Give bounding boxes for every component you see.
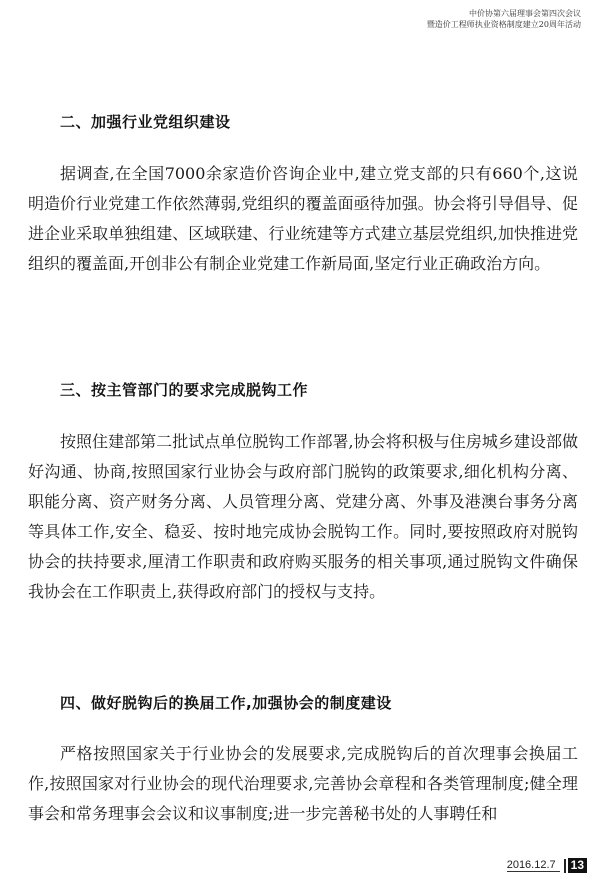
header-line-1: 中价协第六届理事会第四次会议 (469, 9, 581, 18)
section-paragraph-3: 按照住建部第二批试点单位脱钩工作部署,协会将积极与住房城乡建设部做好沟通、协商,按照国家行业协会与政府部门脱钩的政策要求,细化机构分离、职能分离、资产财务分离、人员管理分离、党建分离、外事及港澳台事务分离等具体工作,安全、稳妥、按时地完成协会脱钩工作。同时,要按照政府对脱钩协会的扶持要求,厘清工作职责和政府购买服务的相关事项,通过脱钩文件确保我协会在工作职责上,获得政府部门的授权与支持。 (28, 432, 578, 601)
section-paragraph-2: 据调查,在全国7000余家造价咨询企业中,建立党支部的只有660个,这说明造价行业党建工作依然薄弱,党组织的覆盖面亟待加强。协会将引导倡导、促进企业采取单独组建、区域联建、行业统建等方式建立基层党组织,加快推进党组织的覆盖面,开创非公有制企业党建工作新局面,坚定行业正确政治方向。 (28, 164, 578, 273)
page-number: 13 (568, 858, 587, 873)
page-footer (507, 858, 587, 873)
footer-date: 2016.12.7 (507, 859, 560, 872)
running-header (427, 8, 581, 30)
section-heading-2: 二、加强行业党组织建设 (60, 113, 231, 131)
section-paragraph-4: 严格按照国家关于行业协会的发展要求,完成脱钩后的首次理事会换届工作,按照国家对行业协会的现代治理要求,完善协会章程和各类管理制度;健全理事会和常务理事会会议和议事制度;进一步完善秘书处的人事聘任和 (28, 744, 578, 823)
section-heading-3: 三、按主管部门的要求完成脱钩工作 (60, 381, 309, 399)
footer-divider (564, 859, 566, 873)
section-heading-4: 四、做好脱钩后的换届工作,加强协会的制度建设 (60, 694, 392, 712)
header-line-2: 暨造价工程师执业资格制度建立20周年活动 (426, 20, 581, 29)
